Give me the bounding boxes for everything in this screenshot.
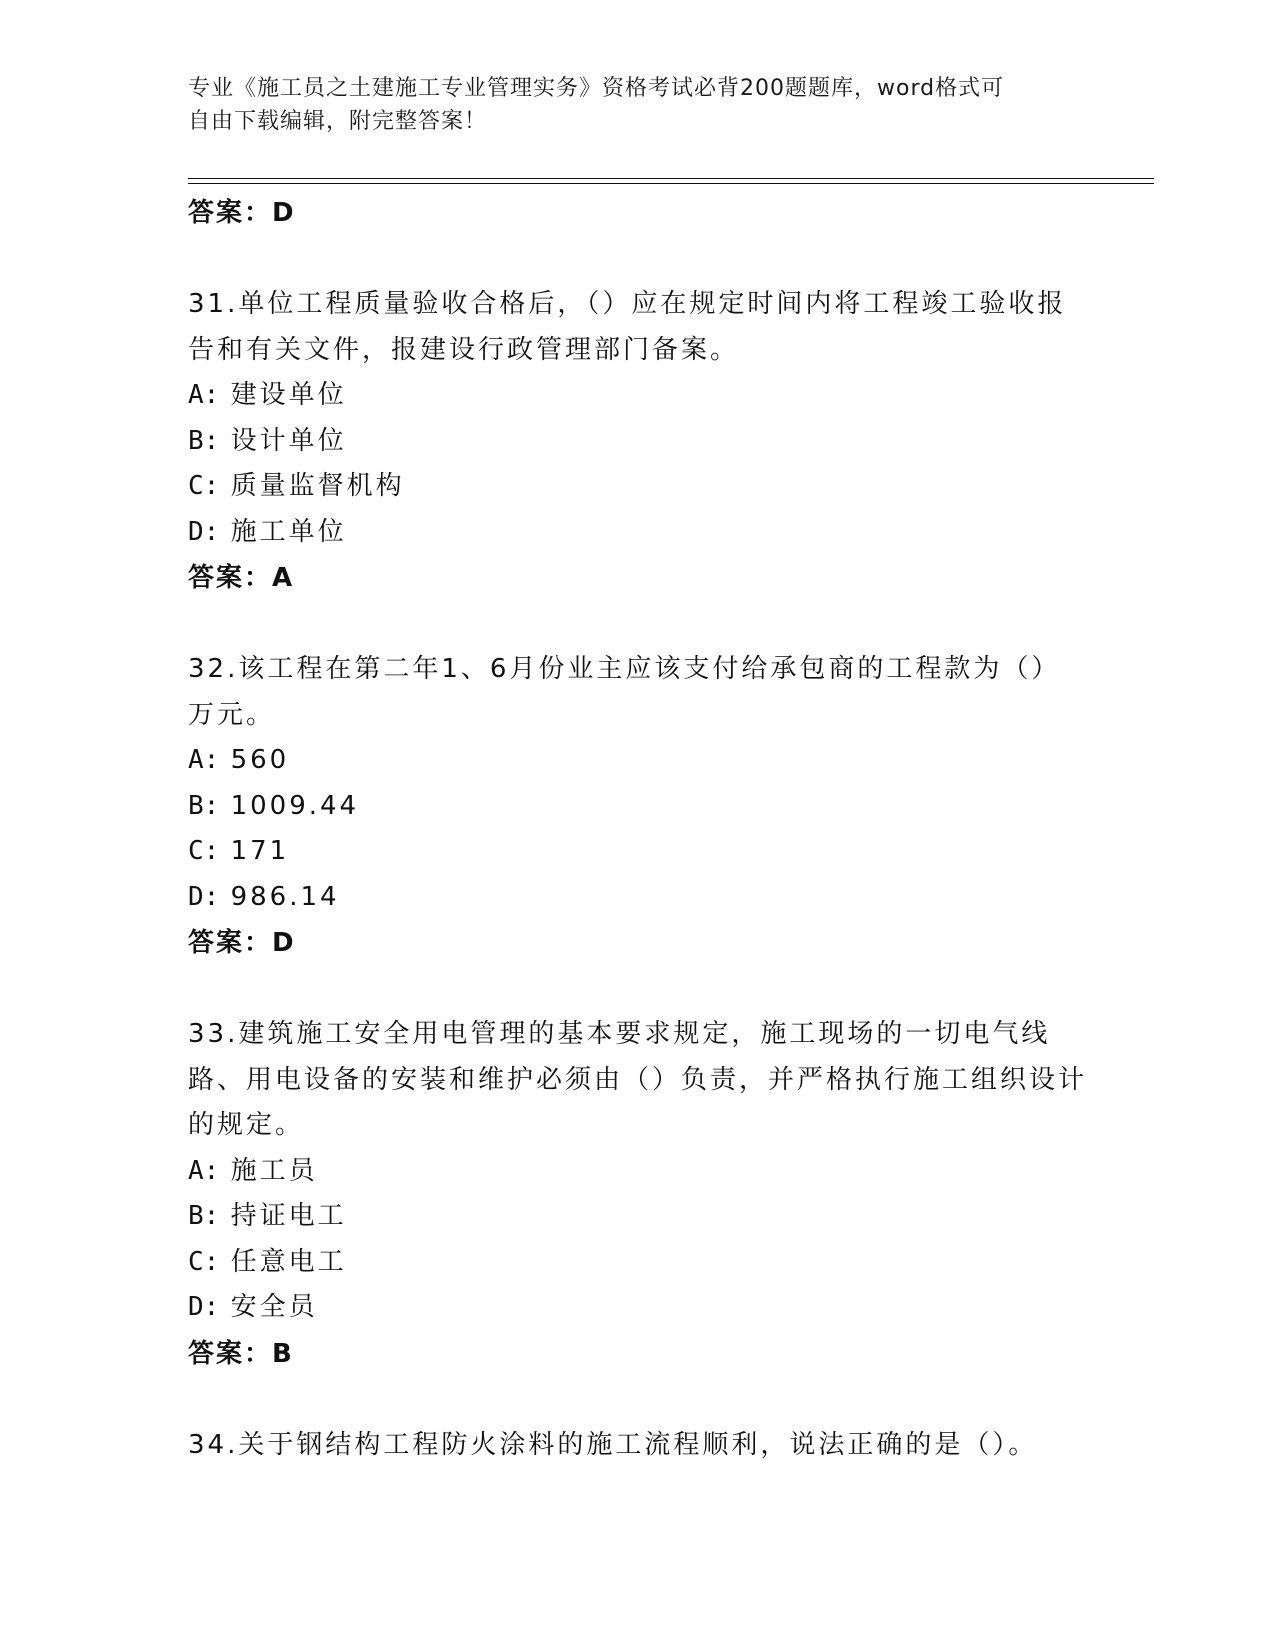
option-c: C: 质量监督机构 — [188, 471, 405, 501]
header-rule-top — [188, 178, 1154, 179]
header-rule-bottom — [188, 183, 1154, 184]
page-header — [188, 72, 1068, 138]
header-line-1: 专业《施工员之土建施工专业管理实务》资格考试必背200题题库，word格式可 — [188, 76, 1005, 101]
answer-line: 答案：D — [188, 198, 296, 228]
answer-line: 答案：D — [188, 928, 296, 958]
option-d: D: 安全员 — [188, 1292, 318, 1322]
question-34 — [188, 1423, 1088, 1469]
option-c: C: 任意电工 — [188, 1246, 347, 1277]
answer-line: 答案：B — [188, 1338, 294, 1369]
answer-line: 答案：A — [188, 563, 295, 593]
option-b: B: 持证电工 — [188, 1201, 347, 1231]
question-text: 33.建筑施工安全用电管理的基本要求规定，施工现场的一切电气线路、用电设备的安装和维护必须由（）负责，并严格执行施工组织设计的规定。 — [188, 1019, 1088, 1140]
document-body — [188, 190, 1088, 1468]
option-b: B: 设计单位 — [188, 425, 347, 456]
option-d: D: 986.14 — [188, 881, 340, 912]
question-33 — [188, 1012, 1088, 1377]
question-text: 31.单位工程质量验收合格后，（）应在规定时间内将工程竣工验收报告和有关文件，报建设行政管理部门备案。 — [188, 289, 1067, 365]
question-text: 34.关于钢结构工程防火涂料的施工流程顺利，说法正确的是（）。 — [188, 1429, 1038, 1460]
option-a: A: 施工员 — [188, 1155, 318, 1186]
option-b: B: 1009.44 — [188, 790, 360, 821]
question-text: 32.该工程在第二年1、6月份业主应该支付给承包商的工程款为（）万元。 — [188, 654, 1061, 730]
option-d: D: 施工单位 — [188, 516, 347, 547]
option-c: C: 171 — [188, 836, 290, 866]
header-line-2: 自由下载编辑，附完整答案！ — [188, 109, 488, 134]
question-31 — [188, 282, 1088, 601]
question-32 — [188, 647, 1088, 966]
option-a: A: 560 — [188, 745, 290, 775]
option-a: A: 建设单位 — [188, 380, 347, 410]
